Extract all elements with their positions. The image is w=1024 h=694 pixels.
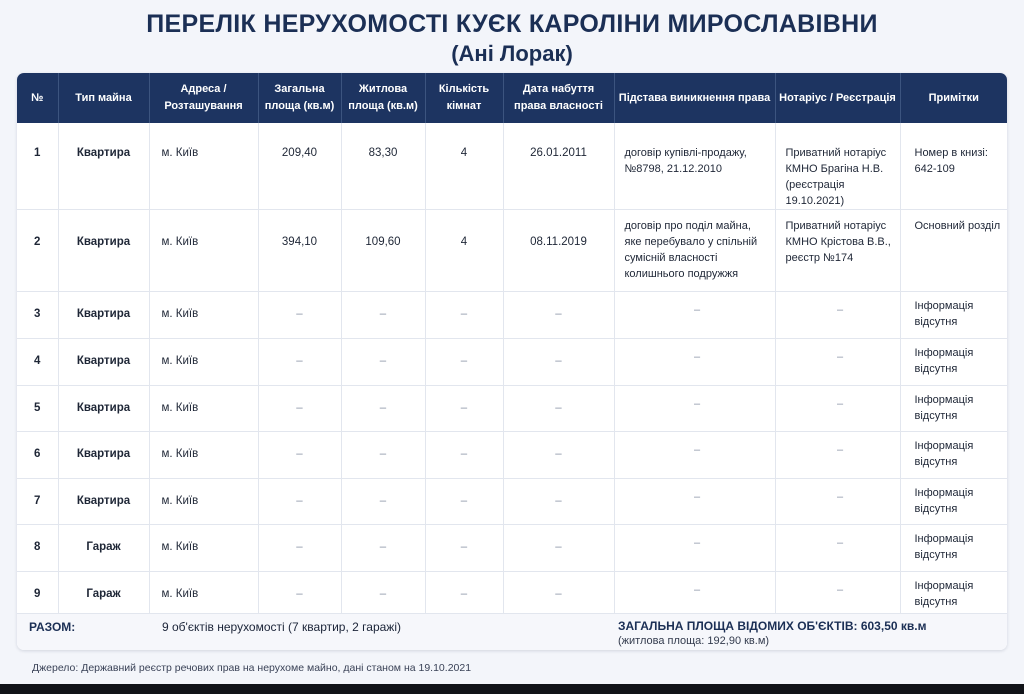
total-area: – (258, 479, 341, 525)
row-number: 2 (17, 210, 58, 292)
page-subtitle: (Ані Лорак) (451, 41, 573, 66)
rooms-count: – (425, 386, 503, 432)
notary-registration: – (775, 572, 900, 618)
ownership-basis: – (614, 525, 775, 572)
row-number: 4 (17, 339, 58, 386)
property-type: Квартира (58, 210, 149, 292)
column-header: Примітки (900, 73, 1007, 123)
notary-registration: Приватний нотаріус КМНО Брагіна Н.В. (реєстрація 19.10.2021) (775, 123, 900, 210)
rooms-count: 4 (425, 210, 503, 292)
summary-count: 9 об'єктів нерухомості (7 квартир, 2 гаражі) (162, 620, 401, 634)
notes: Інформація відсутня (900, 525, 1007, 572)
acquisition-date: – (503, 432, 614, 479)
address: м. Київ (149, 572, 258, 618)
notary-registration: – (775, 479, 900, 525)
address: м. Київ (149, 210, 258, 292)
living-area: 83,30 (341, 123, 425, 210)
page-title: ПЕРЕЛІК НЕРУХОМОСТІ КУЄК КАРОЛІНИ МИРОСЛАВІВНИ (146, 10, 878, 38)
property-type: Квартира (58, 432, 149, 479)
notary-registration: – (775, 339, 900, 386)
rooms-count: – (425, 479, 503, 525)
column-header: Дата набуття права власності (503, 73, 614, 123)
notes: Інформація відсутня (900, 292, 1007, 339)
rooms-count: – (425, 432, 503, 479)
address: м. Київ (149, 292, 258, 339)
address: м. Київ (149, 123, 258, 210)
row-number: 6 (17, 432, 58, 479)
total-area: – (258, 525, 341, 572)
notary-registration: – (775, 525, 900, 572)
total-area: – (258, 339, 341, 386)
rooms-count: – (425, 572, 503, 618)
table-row (17, 572, 1007, 618)
notes: Інформація відсутня (900, 572, 1007, 618)
address: м. Київ (149, 525, 258, 572)
living-area: – (341, 386, 425, 432)
summary-total-area: ЗАГАЛЬНА ПЛОЩА ВІДОМИХ ОБ'ЄКТІВ: 603,50 кв.м (618, 619, 927, 633)
address: м. Київ (149, 339, 258, 386)
ownership-basis: – (614, 292, 775, 339)
notary-registration: – (775, 386, 900, 432)
notary-registration: – (775, 432, 900, 479)
notes: Інформація відсутня (900, 479, 1007, 525)
rooms-count: – (425, 339, 503, 386)
table-row (17, 292, 1007, 339)
rooms-count: – (425, 292, 503, 339)
address: м. Київ (149, 432, 258, 479)
summary-label: РАЗОМ: (29, 620, 76, 634)
total-area: 209,40 (258, 123, 341, 210)
ownership-basis: – (614, 572, 775, 618)
table-row (17, 432, 1007, 479)
total-area: – (258, 292, 341, 339)
column-header: Тип майна (58, 73, 149, 123)
table-row (17, 339, 1007, 386)
acquisition-date: – (503, 292, 614, 339)
property-type: Квартира (58, 292, 149, 339)
row-number: 5 (17, 386, 58, 432)
rooms-count: 4 (425, 123, 503, 210)
source-note: Джерело: Державний реєстр речових прав на нерухоме майно, дані станом на 19.10.2021 (32, 662, 472, 674)
row-number: 3 (17, 292, 58, 339)
table-row (17, 479, 1007, 525)
table-row (17, 525, 1007, 572)
column-header: Нотаріус / Реєстрація (775, 73, 900, 123)
living-area: 109,60 (341, 210, 425, 292)
acquisition-date: – (503, 479, 614, 525)
acquisition-date: 26.01.2011 (503, 123, 614, 210)
table-row (17, 386, 1007, 432)
living-area: – (341, 339, 425, 386)
ownership-basis: договір купівлі-продажу, №8798, 21.12.2010 (614, 123, 775, 210)
acquisition-date: – (503, 572, 614, 618)
row-number: 7 (17, 479, 58, 525)
summary-living-area: (житлова площа: 192,90 кв.м) (618, 635, 770, 647)
row-number: 9 (17, 572, 58, 618)
table-row (17, 123, 1007, 210)
total-area: 394,10 (258, 210, 341, 292)
living-area: – (341, 525, 425, 572)
summary-row (17, 613, 1007, 650)
property-type: Квартира (58, 386, 149, 432)
living-area: – (341, 432, 425, 479)
total-area: – (258, 572, 341, 618)
ownership-basis: – (614, 432, 775, 479)
address: м. Київ (149, 386, 258, 432)
living-area: – (341, 479, 425, 525)
ownership-basis: – (614, 339, 775, 386)
ownership-basis: договір про поділ майна, яке перебувало у спільній сумісній власності колишнього подружжя (614, 210, 775, 292)
property-type: Квартира (58, 123, 149, 210)
notes: Номер в книзі: 642-109 (900, 123, 1007, 210)
notes: Інформація відсутня (900, 432, 1007, 479)
table-row (17, 210, 1007, 292)
acquisition-date: 08.11.2019 (503, 210, 614, 292)
rooms-count: – (425, 525, 503, 572)
ownership-basis: – (614, 386, 775, 432)
column-header: Кількість кімнат (425, 73, 503, 123)
ownership-basis: – (614, 479, 775, 525)
acquisition-date: – (503, 339, 614, 386)
living-area: – (341, 292, 425, 339)
acquisition-date: – (503, 525, 614, 572)
column-header: Житлова площа (кв.м) (341, 73, 425, 123)
acquisition-date: – (503, 386, 614, 432)
column-header: Загальна площа (кв.м) (258, 73, 341, 123)
notary-registration: – (775, 292, 900, 339)
property-table (17, 73, 1007, 618)
total-area: – (258, 432, 341, 479)
property-type: Гараж (58, 572, 149, 618)
notary-registration: Приватний нотаріус КМНО Крістова В.В., реєстр №174 (775, 210, 900, 292)
table-body (17, 123, 1007, 618)
notes: Інформація відсутня (900, 386, 1007, 432)
property-type: Гараж (58, 525, 149, 572)
notes: Інформація відсутня (900, 339, 1007, 386)
column-header: Адреса / Розташування (149, 73, 258, 123)
column-header: № (17, 73, 58, 123)
column-header: Підстава виникнення права (614, 73, 775, 123)
bottom-bar (0, 684, 1024, 694)
living-area: – (341, 572, 425, 618)
property-type: Квартира (58, 339, 149, 386)
row-number: 8 (17, 525, 58, 572)
row-number: 1 (17, 123, 58, 210)
property-table-card (17, 73, 1007, 650)
address: м. Київ (149, 479, 258, 525)
total-area: – (258, 386, 341, 432)
notes: Основний розділ (900, 210, 1007, 292)
table-header (17, 73, 1007, 123)
property-type: Квартира (58, 479, 149, 525)
